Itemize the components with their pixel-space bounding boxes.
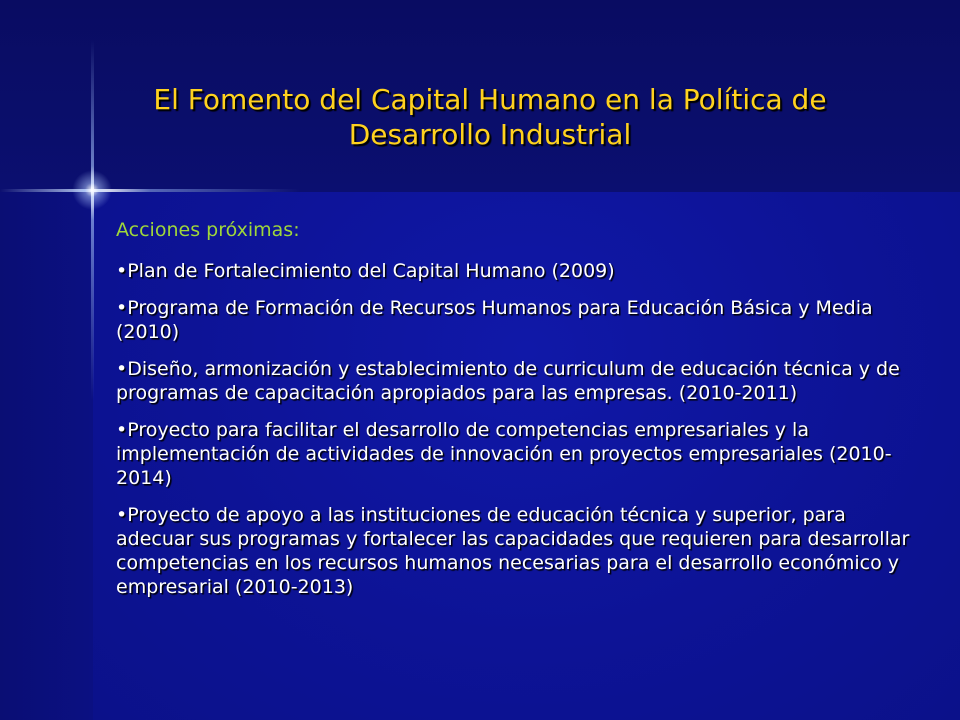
bullet-text: Programa de Formación de Recursos Humanos para Educación Básica y Media (2010): [116, 297, 873, 343]
bullet-marker: •: [116, 297, 128, 319]
bullet-marker: •: [116, 260, 128, 282]
bullet-text: Proyecto de apoyo a las instituciones de educación técnica y superior, para adecuar sus programas y fortalecer las capacidades que requieren para desarrollar competencias en los recursos humanos necesarias para el desarrollo económico y empresarial (2010-2013): [116, 504, 910, 598]
slide-title: El Fomento del Capital Humano en la Política de Desarrollo Industrial: [153, 83, 827, 151]
light-flare-horizontal: [0, 189, 300, 192]
light-flare-glow: [72, 170, 112, 210]
bullet-item: [116, 503, 916, 599]
bullet-marker: •: [116, 419, 128, 441]
bullet-list: [116, 259, 916, 612]
slide-subtitle: Acciones próximas:: [116, 219, 300, 241]
bullet-item: [116, 418, 916, 490]
bullet-marker: •: [116, 358, 128, 380]
bullet-item: [116, 357, 916, 405]
left-margin-band: [0, 192, 93, 720]
bullet-item: [116, 296, 916, 344]
bullet-text: Diseño, armonización y establecimiento de curriculum de educación técnica y de programas de capacitación apropiados para las empresas. (2010-2011): [116, 358, 900, 404]
light-flare-vertical: [91, 40, 94, 400]
bullet-text: Proyecto para facilitar el desarrollo de competencias empresariales y la implementación de actividades de innovación en proyectos empresariales (2010-2014): [116, 419, 892, 489]
bullet-marker: •: [116, 504, 128, 526]
bullet-text: Plan de Fortalecimiento del Capital Humano (2009): [127, 260, 615, 282]
bullet-item: [116, 259, 916, 283]
